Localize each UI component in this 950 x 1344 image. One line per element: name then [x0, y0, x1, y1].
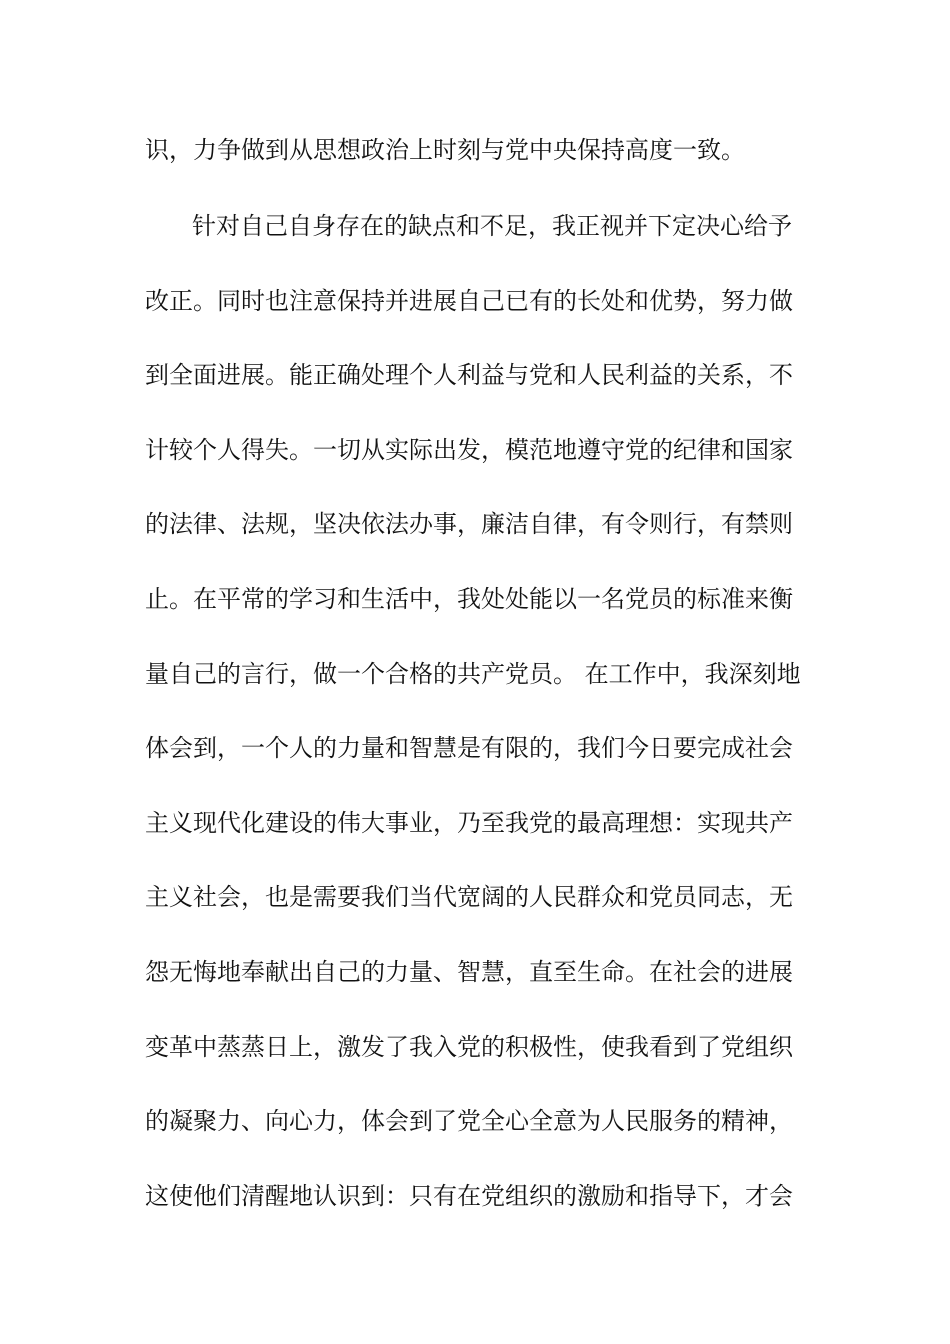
text-line: 怨无悔地奉献出自己的力量、智慧，直至生命。在社会的进展	[145, 958, 793, 986]
text-line: 体会到，一个人的力量和智慧是有限的，我们今日要完成社会	[145, 734, 793, 762]
text-line: 针对自己自身存在的缺点和不足，我正视并下定决心给予	[192, 212, 792, 240]
text-line: 的凝聚力、向心力，体会到了党全心全意为人民服务的精神，	[145, 1107, 793, 1135]
text-line: 的法律、法规，坚决依法办事，廉洁自律，有令则行，有禁则	[145, 510, 793, 538]
text-line: 止。在平常的学习和生活中，我处处能以一名党员的标准来衡	[145, 585, 793, 613]
text-line: 主义社会，也是需要我们当代宽阔的人民群众和党员同志，无	[145, 883, 793, 911]
text-line: 改正。同时也注意保持并进展自己已有的长处和优势，努力做	[145, 287, 793, 315]
text-line: 到全面进展。能正确处理个人利益与党和人民利益的关系，不	[145, 361, 793, 389]
text-line: 主义现代化建设的伟大事业，乃至我党的最高理想：实现共产	[145, 809, 793, 837]
text-line: 变革中蒸蒸日上，激发了我入党的积极性，使我看到了党组织	[145, 1033, 793, 1061]
text-line: 量自己的言行，做一个合格的共产党员。 在工作中，我深刻地	[145, 660, 801, 688]
text-line: 计较个人得失。一切从实际出发，模范地遵守党的纪律和国家	[145, 436, 793, 464]
text-line: 识，力争做到从思想政治上时刻与党中央保持高度一致。	[145, 136, 745, 164]
text-line: 这使他们清醒地认识到：只有在党组织的激励和指导下，才会	[145, 1182, 793, 1210]
